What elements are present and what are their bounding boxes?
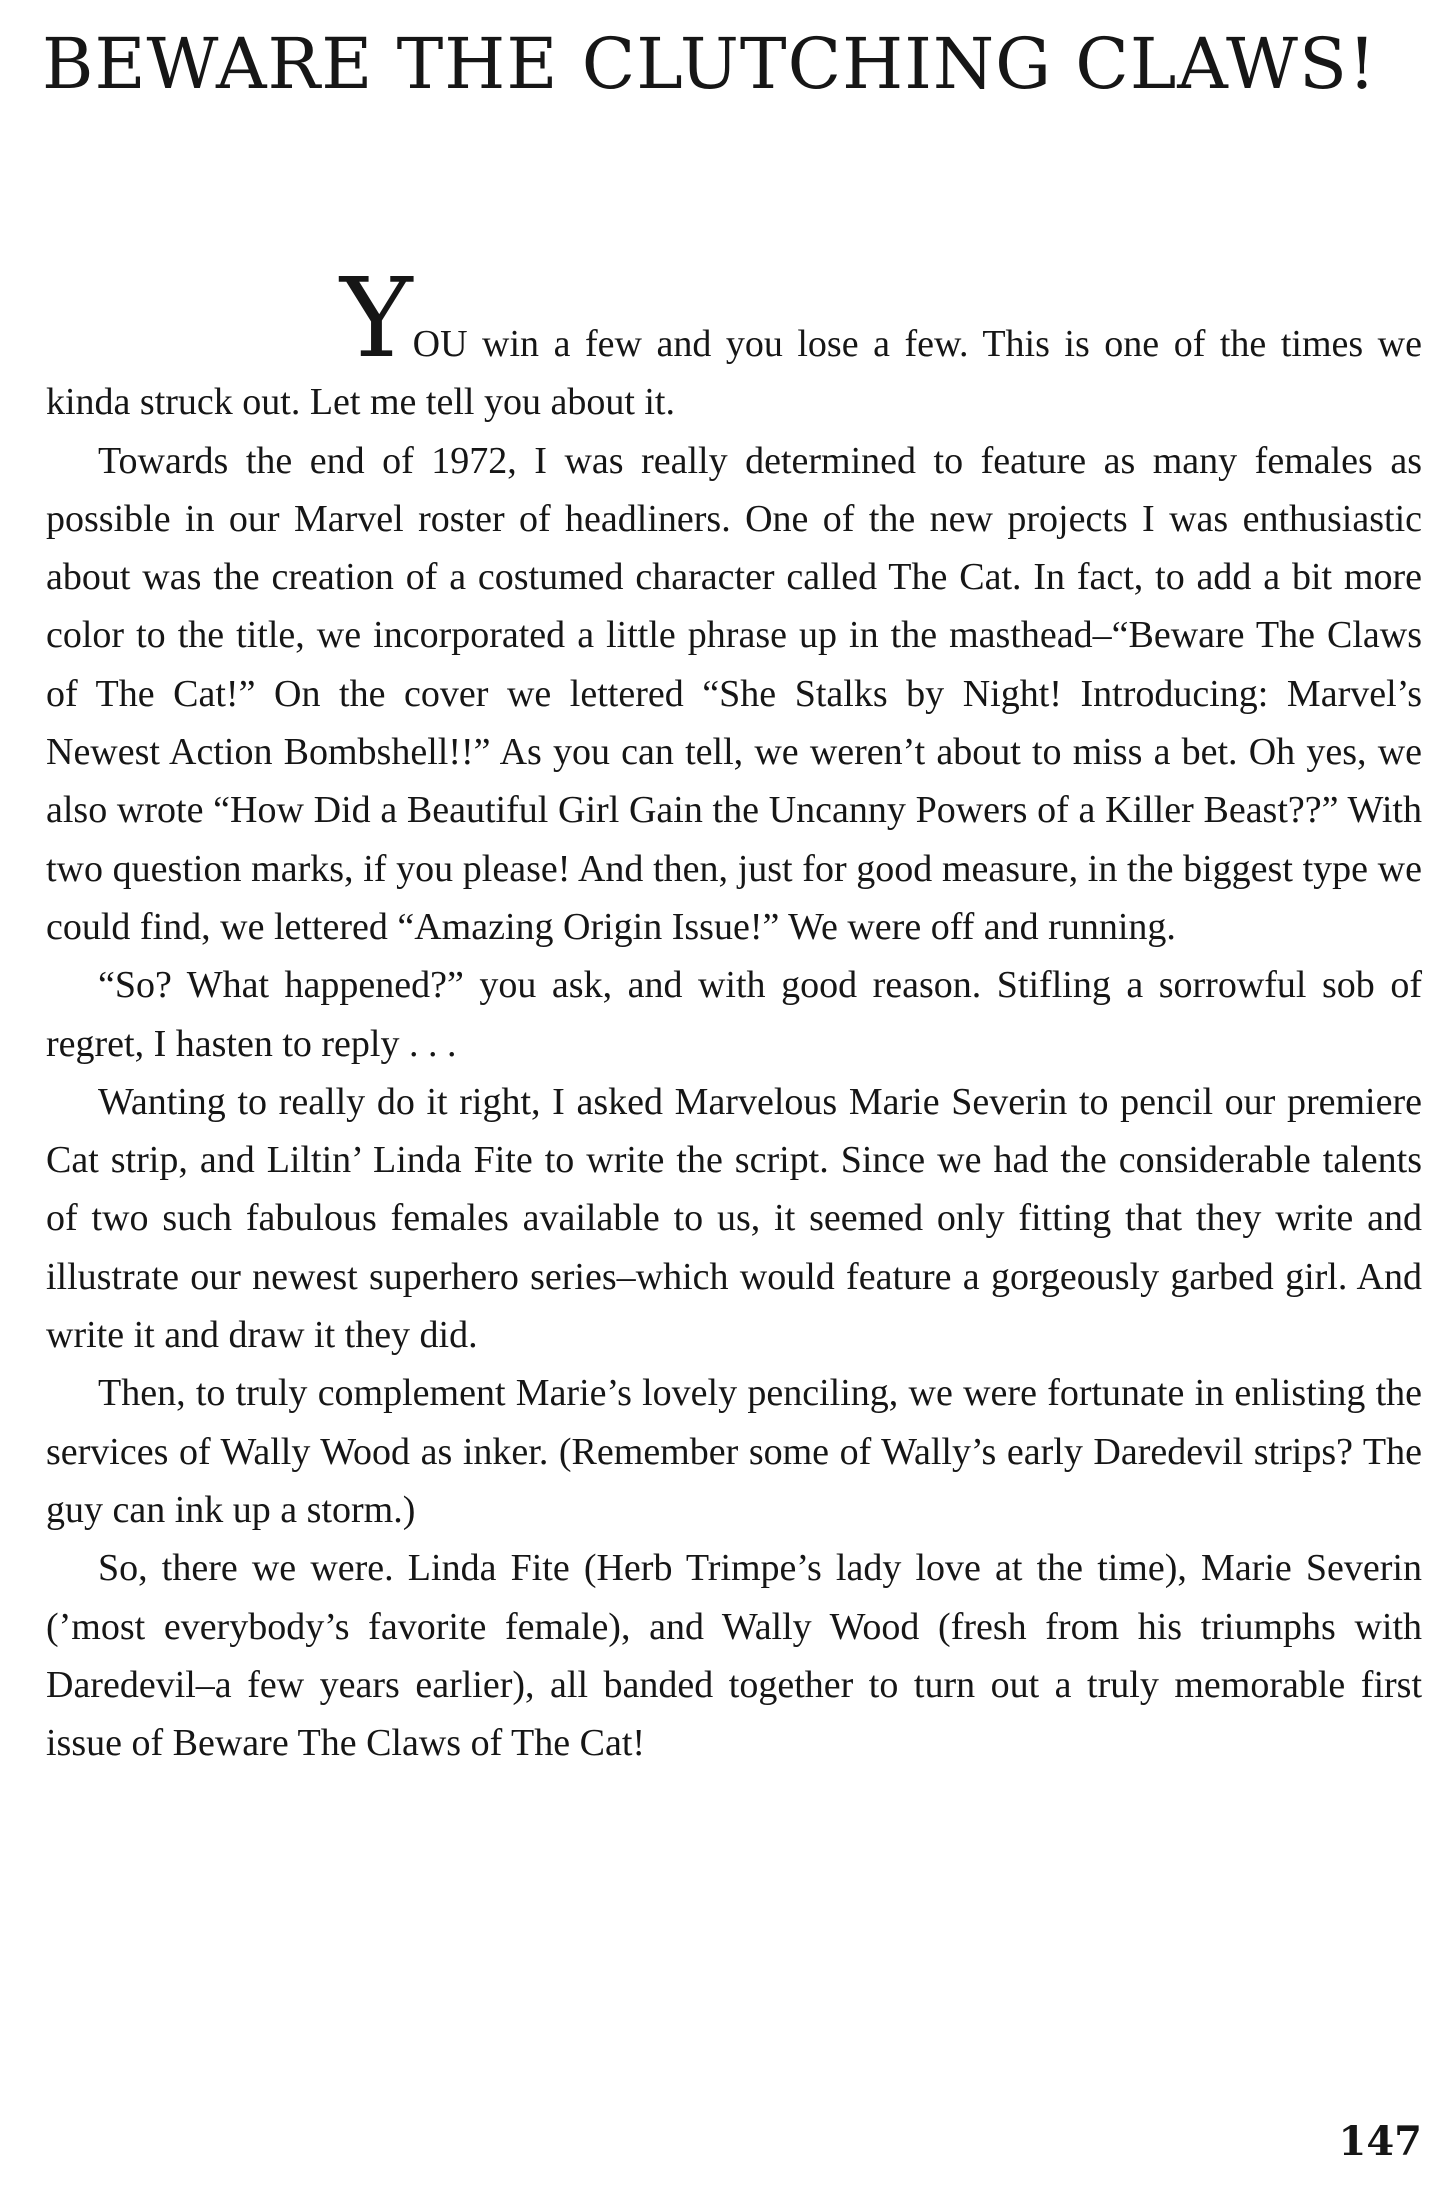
opening-text: win a few and you lose a few. This is one of the times we kinda struck out. Let me tell you about it. [46,323,1422,424]
paragraph: So, there we were. Linda Fite (Herb Trimpe’s lady love at the time), Marie Severin (’most everybody’s favorite female), and Wally Wood (fresh from his triumphs with Daredevil–a few years earlier), all banded together to turn out a truly memorable first issue of Beware The Claws of The Cat! [46,1547,1422,1765]
paragraph: Then, to truly complement Marie’s lovely penciling, we were fortunate in enlisting the services of Wally Wood as inker. (Remember some of Wally’s early Daredevil strips? The guy can ink up a storm.) [46,1372,1422,1531]
opening-paragraph [46,254,1422,432]
lead-in-small-caps: OU [412,323,468,365]
chapter-title: BEWARE THE CLUTCHING CLAWS! [42,23,1378,105]
drop-cap: Y [340,254,413,382]
paragraph: “So? What happened?” you ask, and with good reason. Stifling a sorrowful sob of regret, I hasten to reply . . . [46,964,1422,1065]
page-number: 147 [1338,2118,1422,2165]
paragraph: Wanting to really do it right, I asked Marvelous Marie Severin to pencil our premiere Cat strip, and Liltin’ Linda Fite to write the script. Since we had the considerable talents of two such fabulous females available to us, it seemed only fitting that they write and illustrate our newest superhero series–which would feature a gorgeously garbed girl. And write it and draw it they did. [46,1080,1422,1357]
paragraph: Towards the end of 1972, I was really determined to feature as many females as possible in our Marvel roster of headliners. One of the new projects I was enthusiastic about was the creation of a costumed character called The Cat. In fact, to add a bit more color to the title, we incorporated a little phrase up in the masthead–“Beware The Claws of The Cat!” On the cover we lettered “She Stalks by Night! Introducing: Marvel’s Newest Action Bombshell!!” As you can tell, we weren’t about to miss a bet. Oh yes, we also wrote “How Did a Beautiful Girl Gain the Uncanny Powers of a Killer Beast??” With two question marks, if you please! And then, just for good measure, in the biggest type we could find, we lettered “Amazing Origin Issue!” We were off and running. [46,439,1422,948]
body-text [46,254,1422,1772]
